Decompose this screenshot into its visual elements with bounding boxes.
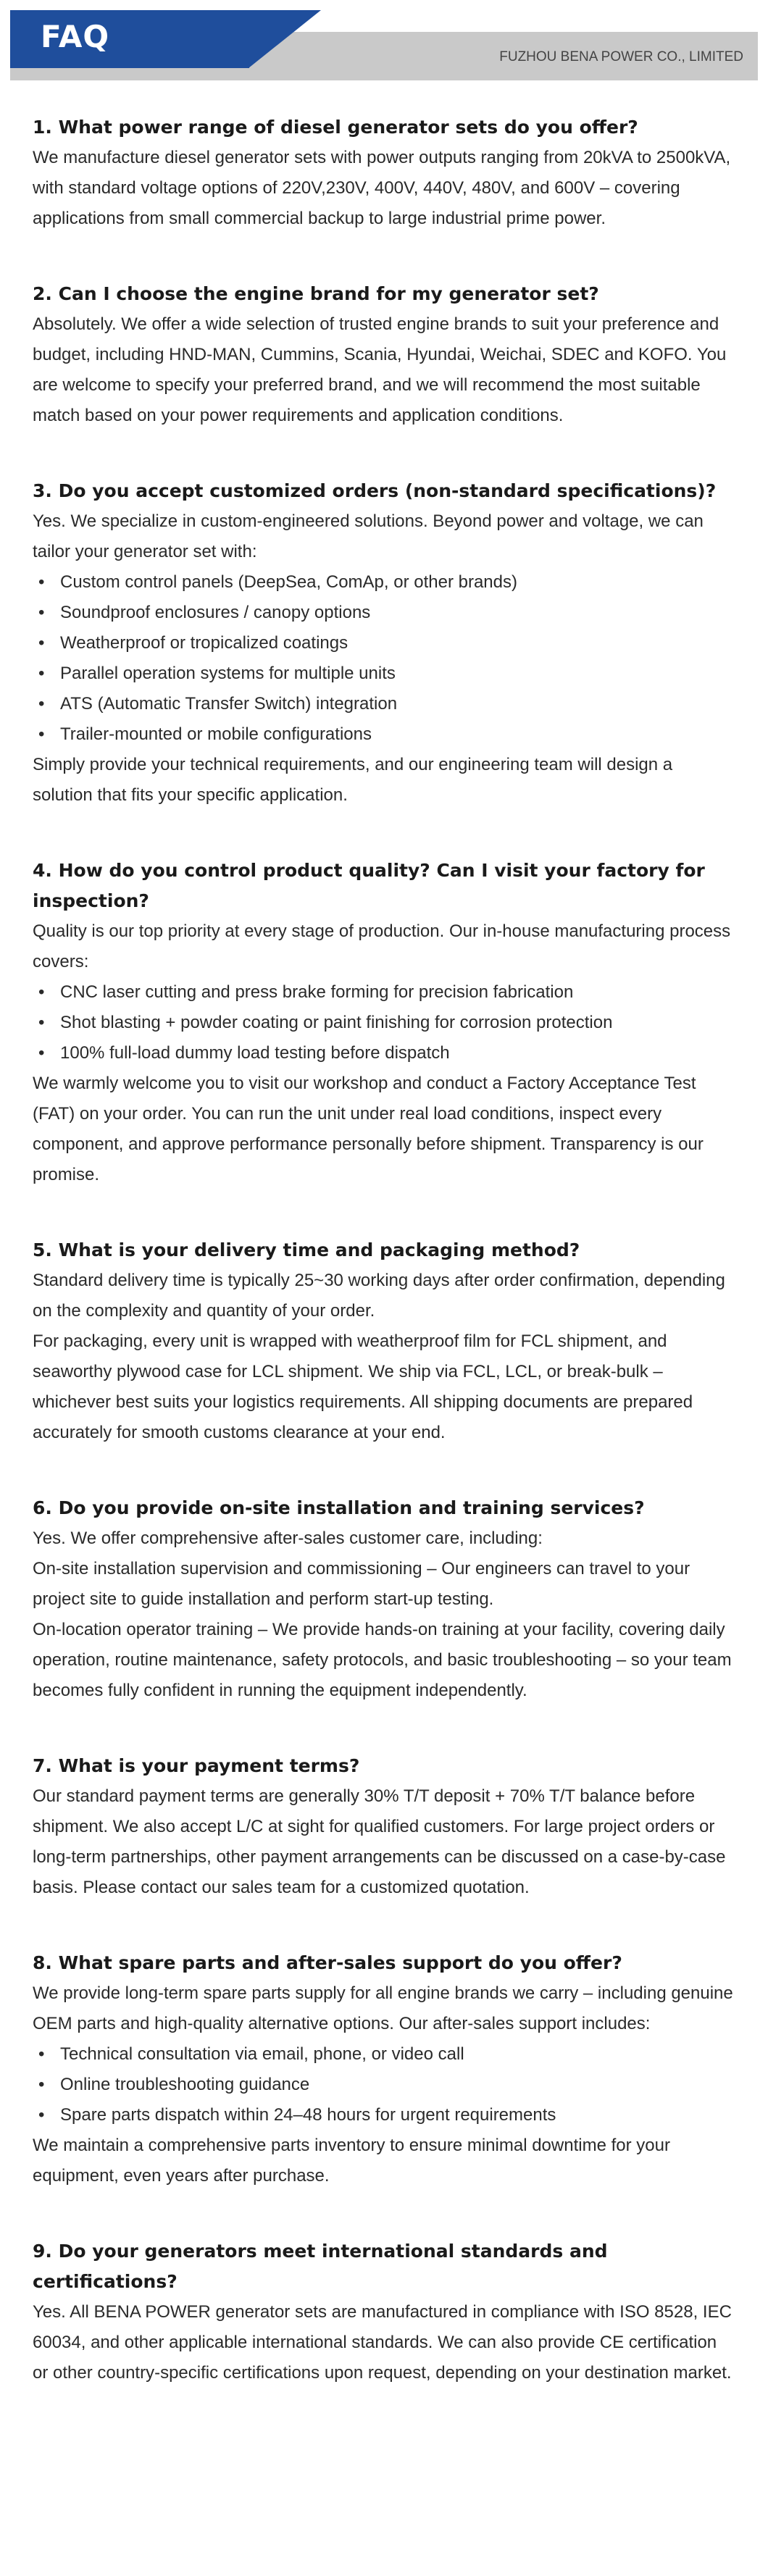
bullet-dot-icon: •: [38, 633, 45, 653]
company-name: FUZHOU BENA POWER CO., LIMITED: [499, 49, 743, 64]
faq-answer-paragraph: Our standard payment terms are generally 30% T/T deposit + 70% T/T balance before shipment. We also accept L/C at sight for qualified customers. For large project orders or long-term partnerships, other payment arrangements can be discussed on a case-by-case basis. Please contact our sales team for a customized quotation.: [33, 1786, 726, 1897]
faq-question: 9. Do your generators meet international standards and certifications?: [33, 2241, 608, 2292]
faq-item: [33, 476, 735, 811]
bullet-item: [33, 689, 735, 719]
bullet-dot-icon: •: [38, 2075, 45, 2094]
bullet-dot-icon: •: [38, 572, 45, 592]
faq-question: 1. What power range of diesel generator sets do you offer?: [33, 117, 638, 138]
faq-answer-paragraph: Yes. We offer comprehensive after-sales customer care, including:: [33, 1529, 543, 1548]
bullet-dot-icon: •: [38, 603, 45, 622]
faq-question: 5. What is your delivery time and packaging method?: [33, 1239, 580, 1260]
bullet-item: [33, 719, 735, 750]
bullet-dot-icon: •: [38, 664, 45, 683]
faq-answer-paragraph: We warmly welcome you to visit our workshop and conduct a Factory Acceptance Test (FAT) on your order. You can run the unit under real load conditions, inspect every component, and approve performance personally before shipment. Transparency is our promise.: [33, 1074, 704, 1184]
bullet-dot-icon: •: [38, 982, 45, 1002]
faq-item: [33, 279, 735, 431]
faq-answer-paragraph: Yes. We specialize in custom-engineered solutions. Beyond power and voltage, we can tailor your generator set with:: [33, 511, 704, 561]
faq-bullet-list: [33, 567, 735, 750]
faq-item: [33, 856, 735, 1190]
bullet-dot-icon: •: [38, 2105, 45, 2125]
bullet-text: Custom control panels (DeepSea, ComAp, or other brands): [60, 572, 517, 592]
bullet-text: Soundproof enclosures / canopy options: [60, 603, 371, 622]
bullet-text: Online troubleshooting guidance: [60, 2075, 310, 2094]
faq-answer-paragraph: We provide long-term spare parts supply for all engine brands we carry – including genuine OEM parts and high-quality alternative options. Our after-sales support includes:: [33, 1983, 733, 2033]
faq-item: [33, 1493, 735, 1706]
faq-list: [33, 112, 735, 2433]
faq-answer-paragraph: On-site installation supervision and commissioning – Our engineers can travel to your project site to guide installation and perform start-up testing.: [33, 1559, 690, 1609]
header-blue-tab-slant: [249, 10, 321, 68]
bullet-text: Spare parts dispatch within 24–48 hours for urgent requirements: [60, 2105, 556, 2125]
bullet-item: [33, 1008, 735, 1038]
bullet-text: Shot blasting + powder coating or paint finishing for corrosion protection: [60, 1013, 613, 1032]
bullet-item: [33, 977, 735, 1008]
faq-bullet-list: [33, 2039, 735, 2130]
faq-question: 3. Do you accept customized orders (non-standard specifications)?: [33, 480, 717, 501]
faq-bullet-list: [33, 977, 735, 1069]
bullet-dot-icon: •: [38, 724, 45, 744]
bullet-text: CNC laser cutting and press brake forming for precision fabrication: [60, 982, 574, 1002]
bullet-dot-icon: •: [38, 694, 45, 714]
bullet-item: [33, 658, 735, 689]
bullet-text: ATS (Automatic Transfer Switch) integration: [60, 694, 398, 714]
faq-question: 2. Can I choose the engine brand for my generator set?: [33, 283, 599, 304]
faq-answer-paragraph: We manufacture diesel generator sets with power outputs ranging from 20kVA to 2500kVA, with standard voltage options of 220V,230V, 400V, 440V, 480V, and 600V – covering applications from small commercial backup to large industrial prime power.: [33, 148, 731, 228]
faq-answer-paragraph: Standard delivery time is typically 25~30 working days after order confirmation, depending on the complexity and quantity of your order.: [33, 1271, 725, 1321]
bullet-item: [33, 2039, 735, 2070]
bullet-dot-icon: •: [38, 2044, 45, 2064]
bullet-item: [33, 628, 735, 658]
bullet-text: Trailer-mounted or mobile configurations: [60, 724, 372, 744]
faq-item: [33, 112, 735, 234]
header-banner: [10, 10, 758, 80]
faq-answer-paragraph: Quality is our top priority at every stage of production. Our in-house manufacturing process covers:: [33, 921, 731, 971]
bullet-item: [33, 598, 735, 628]
faq-item: [33, 1948, 735, 2191]
bullet-dot-icon: •: [38, 1043, 45, 1063]
faq-answer-paragraph: On-location operator training – We provide hands-on training at your facility, covering daily operation, routine maintenance, safety protocols, and basic troubleshooting – so your team becomes fully confident in running the equipment independently.: [33, 1620, 732, 1700]
bullet-item: [33, 1038, 735, 1069]
faq-question: 7. What is your payment terms?: [33, 1755, 360, 1776]
faq-question: 8. What spare parts and after-sales support do you offer?: [33, 1952, 622, 1973]
faq-question: 4. How do you control product quality? Can I visit your factory for inspection?: [33, 860, 705, 911]
faq-answer-paragraph: For packaging, every unit is wrapped with weatherproof film for FCL shipment, and seaworthy plywood case for LCL shipment. We ship via FCL, LCL, or break-bulk – whichever best suits your logistics requirements. All shipping documents are prepared accurately for smooth customs clearance at your end.: [33, 1331, 693, 1442]
bullet-text: Technical consultation via email, phone, or video call: [60, 2044, 464, 2064]
bullet-text: Parallel operation systems for multiple units: [60, 664, 396, 683]
faq-item: [33, 1235, 735, 1448]
bullet-item: [33, 2100, 735, 2130]
page-title: FAQ: [41, 19, 110, 54]
bullet-item: [33, 567, 735, 598]
bullet-item: [33, 2070, 735, 2100]
faq-answer-paragraph: We maintain a comprehensive parts inventory to ensure minimal downtime for your equipment, even years after purchase.: [33, 2136, 670, 2186]
faq-answer-paragraph: Yes. All BENA POWER generator sets are manufactured in compliance with ISO 8528, IEC 60034, and other applicable international standards. We can also provide CE certification or other country-specific certifications upon request, depending on your destination market.: [33, 2302, 732, 2383]
faq-item: [33, 1751, 735, 1903]
bullet-text: 100% full-load dummy load testing before dispatch: [60, 1043, 450, 1063]
faq-answer-paragraph: Simply provide your technical requirements, and our engineering team will design a solution that fits your specific application.: [33, 755, 673, 805]
faq-answer-paragraph: Absolutely. We offer a wide selection of trusted engine brands to suit your preference and budget, including HND-MAN, Cummins, Scania, Hyundai, Weichai, SDEC and KOFO. You are welcome to specify your preferred brand, and we will recommend the most suitable match based on your power requirements and application conditions.: [33, 314, 727, 425]
bullet-text: Weatherproof or tropicalized coatings: [60, 633, 348, 653]
faq-item: [33, 2236, 735, 2388]
faq-question: 6. Do you provide on-site installation and training services?: [33, 1497, 645, 1518]
bullet-dot-icon: •: [38, 1013, 45, 1032]
